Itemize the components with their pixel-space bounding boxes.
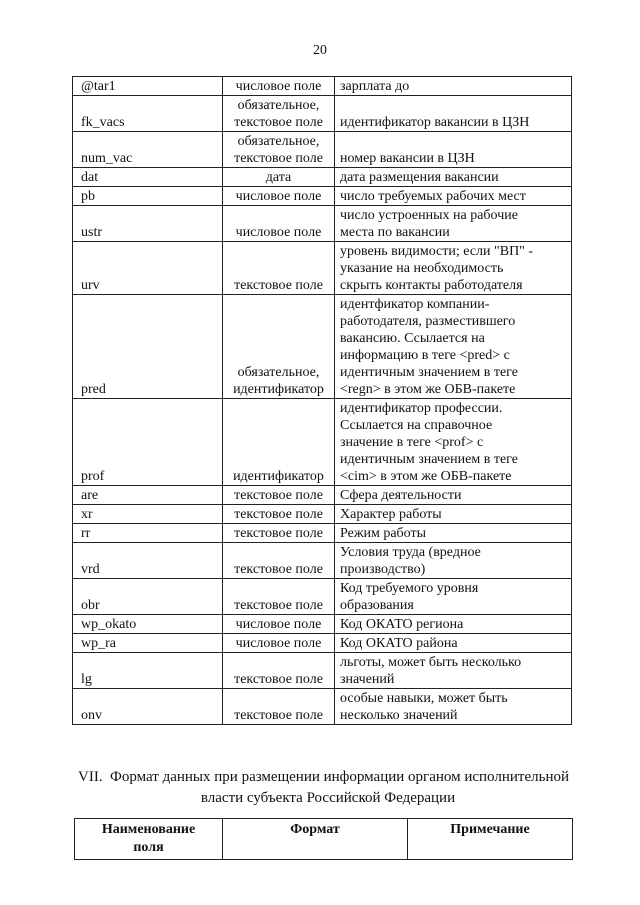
field-format-text: текстовое поле xyxy=(234,562,323,577)
field-name-text: are xyxy=(81,488,99,503)
field-format-cell xyxy=(223,295,335,399)
field-name-cell xyxy=(73,689,223,725)
field-name-text: rr xyxy=(81,526,91,541)
field-name-cell xyxy=(73,543,223,579)
field-format-cell xyxy=(223,543,335,579)
field-name-text: prof xyxy=(81,469,105,484)
table-row xyxy=(73,96,572,132)
field-format-cell xyxy=(223,77,335,96)
field-note-cell xyxy=(335,168,572,187)
table-row xyxy=(73,579,572,615)
field-note-cell xyxy=(335,132,572,168)
field-note-text: число устроенных на рабочие места по вакансии xyxy=(340,208,518,240)
table-row xyxy=(73,689,572,725)
table-row xyxy=(73,242,572,295)
field-format-text: текстовое поле xyxy=(234,526,323,541)
table-row xyxy=(73,168,572,187)
table-row xyxy=(73,653,572,689)
field-name-text: pb xyxy=(81,189,95,204)
field-name-cell xyxy=(73,77,223,96)
header-note-text: Примечание xyxy=(450,822,530,837)
field-format-cell xyxy=(223,486,335,505)
field-name-cell xyxy=(73,242,223,295)
field-name-cell xyxy=(73,615,223,634)
field-name-cell xyxy=(73,399,223,486)
table-row xyxy=(73,77,572,96)
field-format-text: числовое поле xyxy=(235,617,322,632)
header-name xyxy=(75,819,223,860)
field-format-text: текстовое поле xyxy=(234,488,323,503)
field-note-cell xyxy=(335,486,572,505)
field-name-text: ustr xyxy=(81,225,102,240)
field-format-text: дата xyxy=(265,170,292,185)
table-row xyxy=(73,132,572,168)
field-format-cell xyxy=(223,634,335,653)
field-note-text: идентификатор вакансии в ЦЗН xyxy=(340,115,530,130)
section-number: VII. xyxy=(78,769,103,785)
field-note-text: особые навыки, может быть несколько значений xyxy=(340,691,508,723)
table-row xyxy=(73,634,572,653)
field-name-cell xyxy=(73,187,223,206)
field-note-text: дата размещения вакансии xyxy=(340,170,499,185)
field-format-cell xyxy=(223,132,335,168)
field-note-cell xyxy=(335,399,572,486)
field-note-text: уровень видимости; если "ВП" - указание на необходимость скрыть контакты работодателя xyxy=(340,244,534,293)
field-name-cell xyxy=(73,486,223,505)
field-note-text: Сфера деятельности xyxy=(340,488,462,503)
header-note xyxy=(408,819,573,860)
field-name-cell xyxy=(73,579,223,615)
field-format-text: текстовое поле xyxy=(234,672,323,687)
field-format-cell xyxy=(223,206,335,242)
field-note-text: идентификатор профессии. Ссылается на справочное значение в теге <prof> с идентичным значением в теге <cim> в этом же ОБВ-пакете xyxy=(340,401,518,484)
next-table xyxy=(74,818,573,860)
table-row xyxy=(73,187,572,206)
field-name-text: vrd xyxy=(81,562,100,577)
field-note-text: идентфикатор компании- работодателя, разместившего вакансию. Ссылается на информацию в теге <pred> с идентичным значением в теге <regn> в этом же ОБВ-пакете xyxy=(340,297,518,397)
field-format-cell xyxy=(223,579,335,615)
field-name-text: num_vac xyxy=(81,151,133,166)
field-format-cell xyxy=(223,505,335,524)
field-name-cell xyxy=(73,653,223,689)
table-row xyxy=(73,399,572,486)
field-note-text: зарплата до xyxy=(340,79,410,94)
field-format-text: числовое поле xyxy=(235,225,322,240)
field-note-cell xyxy=(335,77,572,96)
next-table-header-row xyxy=(75,819,573,860)
field-format-text: обязательное, текстовое поле xyxy=(234,98,323,130)
field-note-text: Код ОКАТО района xyxy=(340,636,458,651)
field-note-text: Код ОКАТО региона xyxy=(340,617,464,632)
field-name-cell xyxy=(73,168,223,187)
field-name-text: xr xyxy=(81,507,93,522)
field-name-cell xyxy=(73,634,223,653)
field-note-cell xyxy=(335,543,572,579)
field-name-text: wp_okato xyxy=(81,617,137,632)
field-format-text: числовое поле xyxy=(235,636,322,651)
field-name-text: dat xyxy=(81,170,99,185)
field-name-text: wp_ra xyxy=(81,636,116,651)
field-format-cell xyxy=(223,187,335,206)
field-name-cell xyxy=(73,132,223,168)
field-note-cell xyxy=(335,505,572,524)
field-name-text: fk_vacs xyxy=(81,115,125,130)
section-title-line1: Формат данных при размещении информации органом исполнительной xyxy=(110,769,569,785)
field-note-text: льготы, может быть несколько значений xyxy=(340,655,522,687)
field-format-text: текстовое поле xyxy=(234,708,323,723)
field-note-text: Режим работы xyxy=(340,526,427,541)
field-format-cell xyxy=(223,689,335,725)
fields-table xyxy=(72,76,572,725)
field-name-cell xyxy=(73,524,223,543)
field-note-text: Условия труда (вредное производство) xyxy=(340,545,481,577)
page-number: 20 xyxy=(313,43,327,58)
header-name-text: Наименование поля xyxy=(101,822,196,855)
field-note-text: Характер работы xyxy=(340,507,442,522)
field-name-text: onv xyxy=(81,708,102,723)
table-row xyxy=(73,486,572,505)
field-name-cell xyxy=(73,295,223,399)
field-note-cell xyxy=(335,187,572,206)
field-format-text: текстовое поле xyxy=(234,507,323,522)
field-note-cell xyxy=(335,634,572,653)
field-format-text: числовое поле xyxy=(235,189,322,204)
field-note-cell xyxy=(335,242,572,295)
field-note-text: Код требуемого уровня образования xyxy=(340,581,479,613)
field-format-text: обязательное, текстовое поле xyxy=(234,134,323,166)
header-format-text: Формат xyxy=(290,822,340,837)
field-name-cell xyxy=(73,505,223,524)
table-row xyxy=(73,543,572,579)
field-name-cell xyxy=(73,206,223,242)
field-format-cell xyxy=(223,653,335,689)
fields-table-body xyxy=(73,77,572,725)
table-row xyxy=(73,295,572,399)
field-format-text: обязательное, идентификатор xyxy=(233,365,324,397)
field-format-text: текстовое поле xyxy=(234,598,323,613)
field-name-text: obr xyxy=(81,598,100,613)
table-row xyxy=(73,505,572,524)
field-format-cell xyxy=(223,168,335,187)
field-note-cell xyxy=(335,206,572,242)
field-format-cell xyxy=(223,615,335,634)
field-format-text: текстовое поле xyxy=(234,278,323,293)
field-note-cell xyxy=(335,524,572,543)
field-format-text: идентификатор xyxy=(233,469,324,484)
field-name-text: urv xyxy=(81,278,100,293)
field-format-text: числовое поле xyxy=(235,79,322,94)
field-note-cell xyxy=(335,96,572,132)
field-name-cell xyxy=(73,96,223,132)
table-row xyxy=(73,206,572,242)
field-name-text: lg xyxy=(81,672,92,687)
field-format-cell xyxy=(223,96,335,132)
field-note-text: номер вакансии в ЦЗН xyxy=(340,151,475,166)
table-row xyxy=(73,524,572,543)
header-format xyxy=(223,819,408,860)
field-format-cell xyxy=(223,524,335,543)
field-name-text: @tar1 xyxy=(81,79,116,94)
field-note-cell xyxy=(335,653,572,689)
table-row xyxy=(73,615,572,634)
section-title-line2: власти субъекта Российской Федерации xyxy=(200,790,456,806)
field-format-cell xyxy=(223,399,335,486)
field-name-text: pred xyxy=(81,382,106,397)
field-note-cell xyxy=(335,295,572,399)
field-note-cell xyxy=(335,615,572,634)
field-note-cell xyxy=(335,689,572,725)
field-note-text: число требуемых рабочих мест xyxy=(340,189,526,204)
field-note-cell xyxy=(335,579,572,615)
field-format-cell xyxy=(223,242,335,295)
